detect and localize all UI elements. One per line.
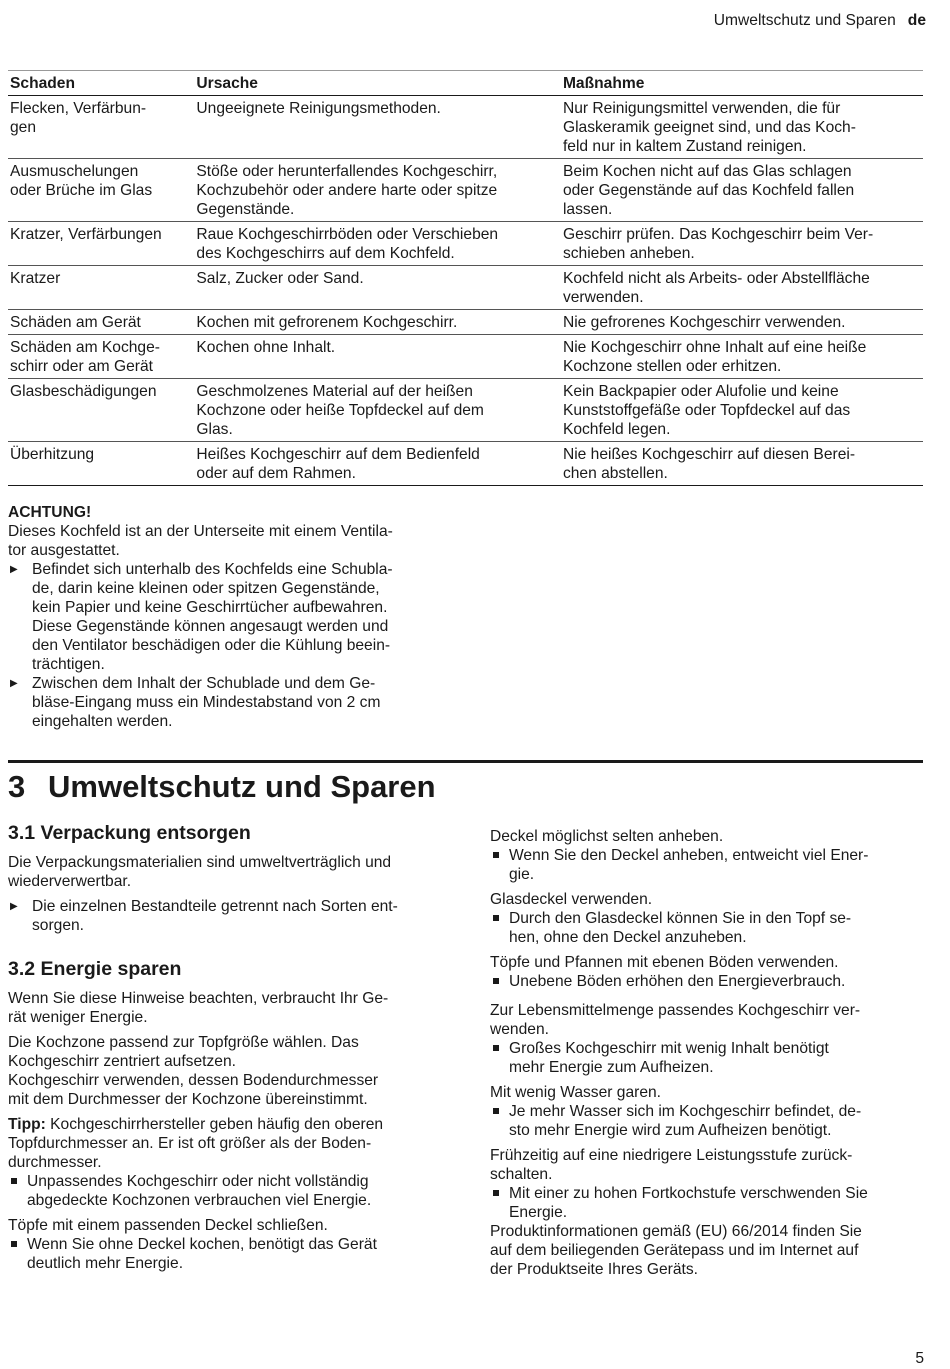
subsection-title: Energie sparen [40, 958, 182, 980]
table-row [8, 335, 923, 379]
square-bullet-icon [493, 978, 499, 984]
damage-table [8, 70, 923, 486]
arrow-bullet-icon: ▶ [10, 564, 18, 575]
energy-item [490, 1039, 930, 1077]
product-info-paragraph: Produktinformationen gemäß (EU) 66/2014 finden Sie auf dem beiliegenden Gerätepass und im Internet auf der Produktseite Ihres Geräts. [490, 1223, 862, 1278]
table-row [8, 222, 923, 266]
energy-paragraph: Zur Lebensmittelmenge passendes Kochgeschirr ver- wenden. [490, 1002, 861, 1038]
subsection-heading-energy [8, 957, 448, 981]
running-header [714, 11, 926, 30]
section-title: Umweltschutz und Sparen [48, 769, 436, 804]
energy-paragraph: Töpfe mit einem passenden Deckel schließen. [8, 1217, 328, 1234]
cause-cell: Raue Kochgeschirrböden oder Verschieben des Kochgeschirrs auf dem Kochfeld. [196, 226, 499, 262]
cause-cell: Kochen ohne Inhalt. [196, 339, 336, 356]
header-section-title: Umweltschutz und Sparen [713, 12, 896, 29]
energy-item-text: Großes Kochgeschirr mit wenig Inhalt benötigt mehr Energie zum Aufheizen. [509, 1040, 829, 1076]
warning-item-text: Zwischen dem Inhalt der Schublade und dem Ge- bläse-Eingang muss ein Mindestabstand von 2 cm eingehalten werden. [32, 675, 381, 730]
action-cell: Nie heißes Kochgeschirr auf diesen Berei- chen abstellen. [562, 446, 856, 482]
energy-item [8, 1235, 448, 1273]
table-body [8, 96, 923, 486]
damage-cell: Überhitzung [10, 446, 95, 463]
energy-item [490, 972, 930, 991]
action-cell: Nie gefrorenes Kochgeschirr verwenden. [562, 314, 846, 331]
energy-intro: Wenn Sie diese Hinweise beachten, verbraucht Ihr Ge- rät weniger Energie. [8, 990, 389, 1026]
column-header-damage: Schaden [8, 71, 194, 96]
energy-item [490, 909, 930, 947]
tip-label: Tipp: [8, 1116, 46, 1133]
energy-paragraph: Kochgeschirr verwenden, dessen Bodendurchmesser mit dem Durchmesser der Kochzone übereinstimmt. [8, 1072, 379, 1108]
section-heading [8, 769, 436, 805]
subsection-heading-packaging [8, 821, 448, 845]
energy-paragraph: Die Kochzone passend zur Topfgröße wählen. Das Kochgeschirr zentriert aufsetzen. [8, 1034, 359, 1070]
right-column [490, 827, 930, 1279]
column-header-action: Maßnahme [561, 71, 923, 96]
warning-item [8, 674, 448, 731]
square-bullet-icon [493, 852, 499, 858]
energy-item-text: Je mehr Wasser sich im Kochgeschirr befindet, de- sto mehr Energie wird zum Aufheizen benötigt. [509, 1103, 862, 1139]
arrow-bullet-icon: ▶ [10, 678, 18, 689]
cause-cell: Ungeeignete Reinigungsmethoden. [196, 100, 441, 117]
square-bullet-icon [493, 1045, 499, 1051]
packaging-item [8, 897, 448, 935]
page-number: 5 [915, 1350, 924, 1367]
square-bullet-icon [493, 1108, 499, 1114]
table-row [8, 310, 923, 335]
energy-item-text: Mit einer zu hohen Fortkochstufe verschwenden Sie Energie. [509, 1185, 868, 1221]
subsection-title: Verpackung entsorgen [40, 822, 251, 844]
action-cell: Nur Reinigungsmittel verwenden, die für Glaskeramik geeignet sind, und das Koch- feld nur in kaltem Zustand reinigen. [562, 100, 856, 155]
square-bullet-icon [493, 1190, 499, 1196]
tip-text: Kochgeschirrhersteller geben häufig den oberen Topfdurchmesser an. Er ist oft größer als der Boden- durchmesser. [8, 1116, 384, 1171]
energy-item [490, 1102, 930, 1140]
cause-cell: Heißes Kochgeschirr auf dem Bedienfeld oder auf dem Rahmen. [196, 446, 480, 482]
column-header-cause: Ursache [194, 71, 561, 96]
action-cell: Beim Kochen nicht auf das Glas schlagen oder Gegenstände auf das Kochfeld fallen lassen. [562, 163, 855, 218]
warning-title: ACHTUNG! [8, 504, 92, 521]
damage-cell: Kratzer [10, 270, 61, 287]
energy-paragraph: Glasdeckel verwenden. [490, 891, 653, 908]
energy-item-text: Unpassendes Kochgeschirr oder nicht vollständig abgedeckte Kochzonen verbrauchen viel Energie. [27, 1173, 372, 1209]
subsection-number: 3.1 [8, 822, 36, 844]
arrow-bullet-icon: ▶ [10, 901, 18, 912]
cause-cell: Salz, Zucker oder Sand. [196, 270, 364, 287]
warning-item-text: Befindet sich unterhalb des Kochfelds eine Schubla- de, darin keine kleinen oder spitzen Gegenstände, kein Papier und keine Geschirrtücher aufbewahren. Diese Gegenstände können angesaugt werden und den Ventilator beschädigen oder die Kühlung beein- trächtigen. [32, 561, 393, 673]
energy-paragraph: Frühzeitig auf eine niedrigere Leistungsstufe zurück- schalten. [490, 1147, 853, 1183]
action-cell: Kein Backpapier oder Alufolie und keine Kunststoffgefäße oder Topfdeckel auf das Kochfeld legen. [562, 383, 851, 438]
section-number: 3 [8, 769, 26, 804]
energy-item-text: Durch den Glasdeckel können Sie in den Topf se- hen, ohne den Deckel anzuheben. [509, 910, 852, 946]
energy-item [490, 846, 930, 884]
packaging-item-text: Die einzelnen Bestandteile getrennt nach Sorten ent- sorgen. [32, 898, 398, 934]
square-bullet-icon [493, 915, 499, 921]
damage-cell: Ausmuschelungen oder Brüche im Glas [10, 163, 153, 199]
cause-cell: Stöße oder herunterfallendes Kochgeschirr, Kochzubehör oder andere harte oder spitze Gegenstände. [196, 163, 498, 218]
energy-paragraph: Deckel möglichst selten anheben. [490, 828, 724, 845]
action-cell: Nie Kochgeschirr ohne Inhalt auf eine heiße Kochzone stellen oder erhitzen. [562, 339, 867, 375]
table-row [8, 96, 923, 159]
packaging-text: Die Verpackungsmaterialien sind umweltverträglich und wiederverwertbar. [8, 854, 392, 890]
square-bullet-icon [11, 1241, 17, 1247]
energy-paragraph: Mit wenig Wasser garen. [490, 1084, 662, 1101]
energy-tip [8, 1115, 448, 1172]
table-header-row [8, 71, 923, 96]
table-row [8, 159, 923, 222]
square-bullet-icon [11, 1178, 17, 1184]
energy-item-text: Wenn Sie den Deckel anheben, entweicht viel Ener- gie. [509, 847, 869, 883]
damage-cell: Glasbeschädigungen [10, 383, 157, 400]
section-divider [8, 760, 923, 763]
left-column [8, 821, 448, 1273]
table-row [8, 379, 923, 442]
subsection-number: 3.2 [8, 958, 36, 980]
cause-cell: Kochen mit gefrorenem Kochgeschirr. [196, 314, 458, 331]
energy-paragraph: Töpfe und Pfannen mit ebenen Böden verwenden. [490, 954, 839, 971]
damage-cell: Kratzer, Verfärbungen [10, 226, 162, 243]
damage-cell: Schäden am Gerät [10, 314, 141, 331]
warning-intro: Dieses Kochfeld ist an der Unterseite mit einem Ventila- tor ausgestattet. [8, 523, 393, 559]
table-row [8, 266, 923, 310]
cause-cell: Geschmolzenes Material auf der heißen Kochzone oder heiße Topfdeckel auf dem Glas. [196, 383, 484, 438]
energy-item [8, 1172, 448, 1210]
action-cell: Geschirr prüfen. Das Kochgeschirr beim Ver- schieben anheben. [562, 226, 874, 262]
damage-cell: Schäden am Kochge- schirr oder am Gerät [10, 339, 160, 375]
warning-block [8, 503, 448, 731]
energy-item-text: Unebene Böden erhöhen den Energieverbrauch. [509, 973, 846, 990]
damage-cell: Flecken, Verfärbun- gen [10, 100, 147, 136]
action-cell: Kochfeld nicht als Arbeits- oder Abstellfläche verwenden. [562, 270, 870, 306]
energy-item [490, 1184, 930, 1222]
header-language: de [907, 12, 926, 29]
warning-item [8, 560, 448, 674]
energy-item-text: Wenn Sie ohne Deckel kochen, benötigt das Gerät deutlich mehr Energie. [27, 1236, 377, 1272]
table-row [8, 442, 923, 486]
